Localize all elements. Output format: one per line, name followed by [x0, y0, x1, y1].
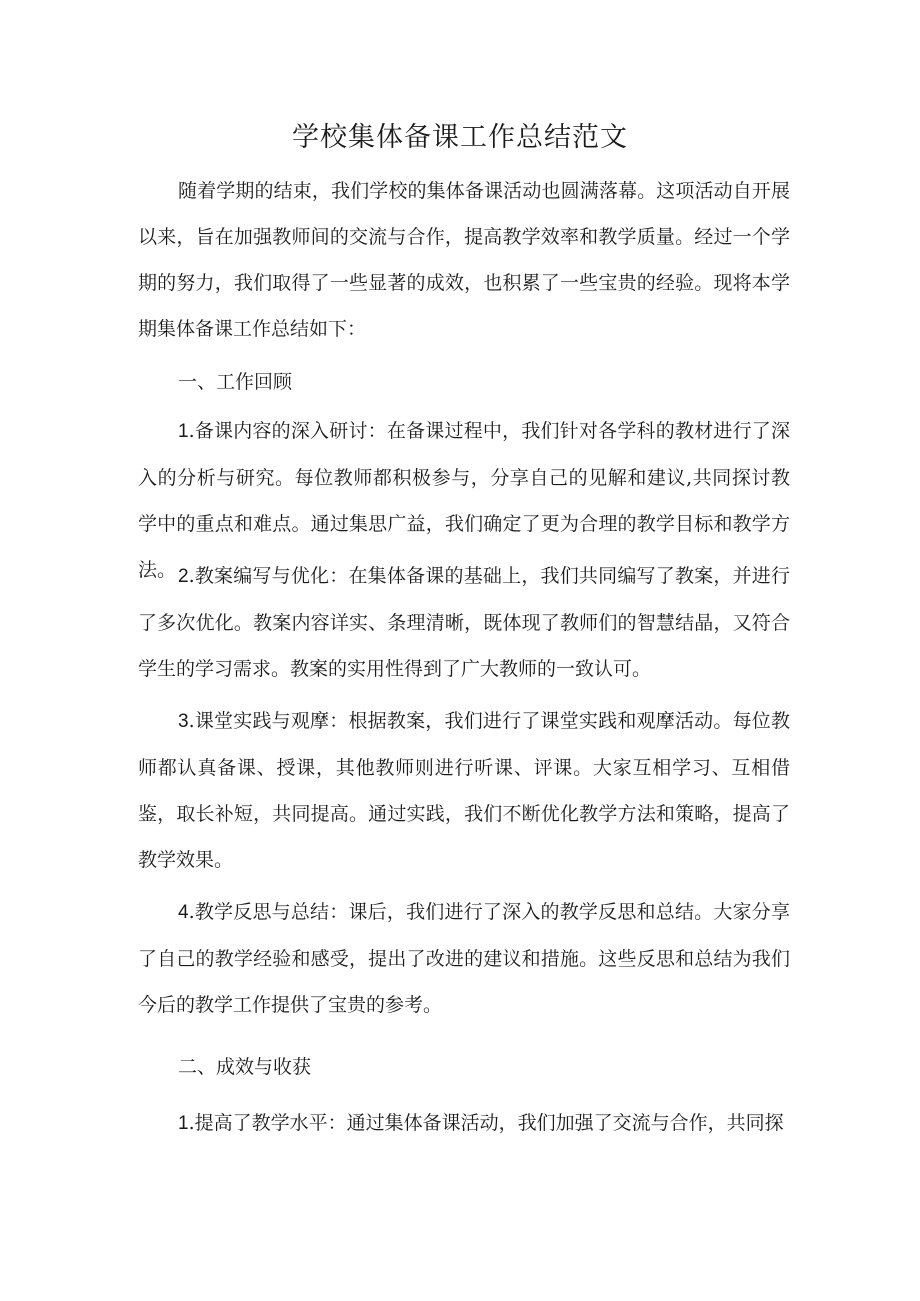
item-number: 4 — [178, 902, 189, 923]
item-text: .教案编写与优化：在集体备课的基础上，我们共同编写了教案，并进行了多次优化。教案内容详实、条理清晰，既体现了教师们的智慧结晶，又符合学生的学习需求。教案的实用性得到了广大教师的一致认可。 — [138, 565, 790, 680]
list-item — [138, 553, 790, 692]
item-text: .提高了教学水平：通过集体备课活动，我们加强了交流与合作，共同探 — [188, 1112, 784, 1134]
item-number: 1 — [178, 421, 189, 442]
section-heading-1: 一、工作回顾 — [178, 371, 293, 393]
list-item — [138, 698, 790, 883]
list-item — [138, 889, 790, 1028]
intro-paragraph: 随着学期的结束，我们学校的集体备课活动也圆满落幕。这项活动自开展以来，旨在加强教师间的交流与合作，提高教学效率和教学质量。经过一个学期的努力，我们取得了一些显著的成效，也积累了一些宝贵的经验。现将本学期集体备课工作总结如下： — [138, 180, 790, 340]
item-text: .课堂实践与观摩：根据教案，我们进行了课堂实践和观摩活动。每位教师都认真备课、授课，其他教师则进行听课、评课。大家互相学习、互相借鉴，取长补短，共同提高。通过实践，我们不断优化教学方法和策略，提高了教学效果。 — [138, 710, 790, 871]
document-title: 学校集体备课工作总结范文 — [292, 122, 628, 153]
item-text: .备课内容的深入研讨：在备课过程中，我们针对各学科的教材进行了深入的分析与研究。每位教师都积极参与，分享自己的见解和建议,共同探讨教学中的重点和难点。通过集思广益，我们确定了更为合理的教学目标和教学方法。 — [138, 420, 790, 581]
item-number: 1 — [178, 1113, 189, 1134]
section-heading-2: 二、成效与收获 — [178, 1056, 312, 1078]
list-item — [138, 1100, 790, 1147]
item-number: 2 — [178, 566, 189, 587]
item-text: .教学反思与总结：课后，我们进行了深入的教学反思和总结。大家分享了自己的教学经验和感受，提出了改进的建议和措施。这些反思和总结为我们今后的教学工作提供了宝贵的参考。 — [138, 901, 790, 1016]
item-number: 3 — [178, 711, 189, 732]
